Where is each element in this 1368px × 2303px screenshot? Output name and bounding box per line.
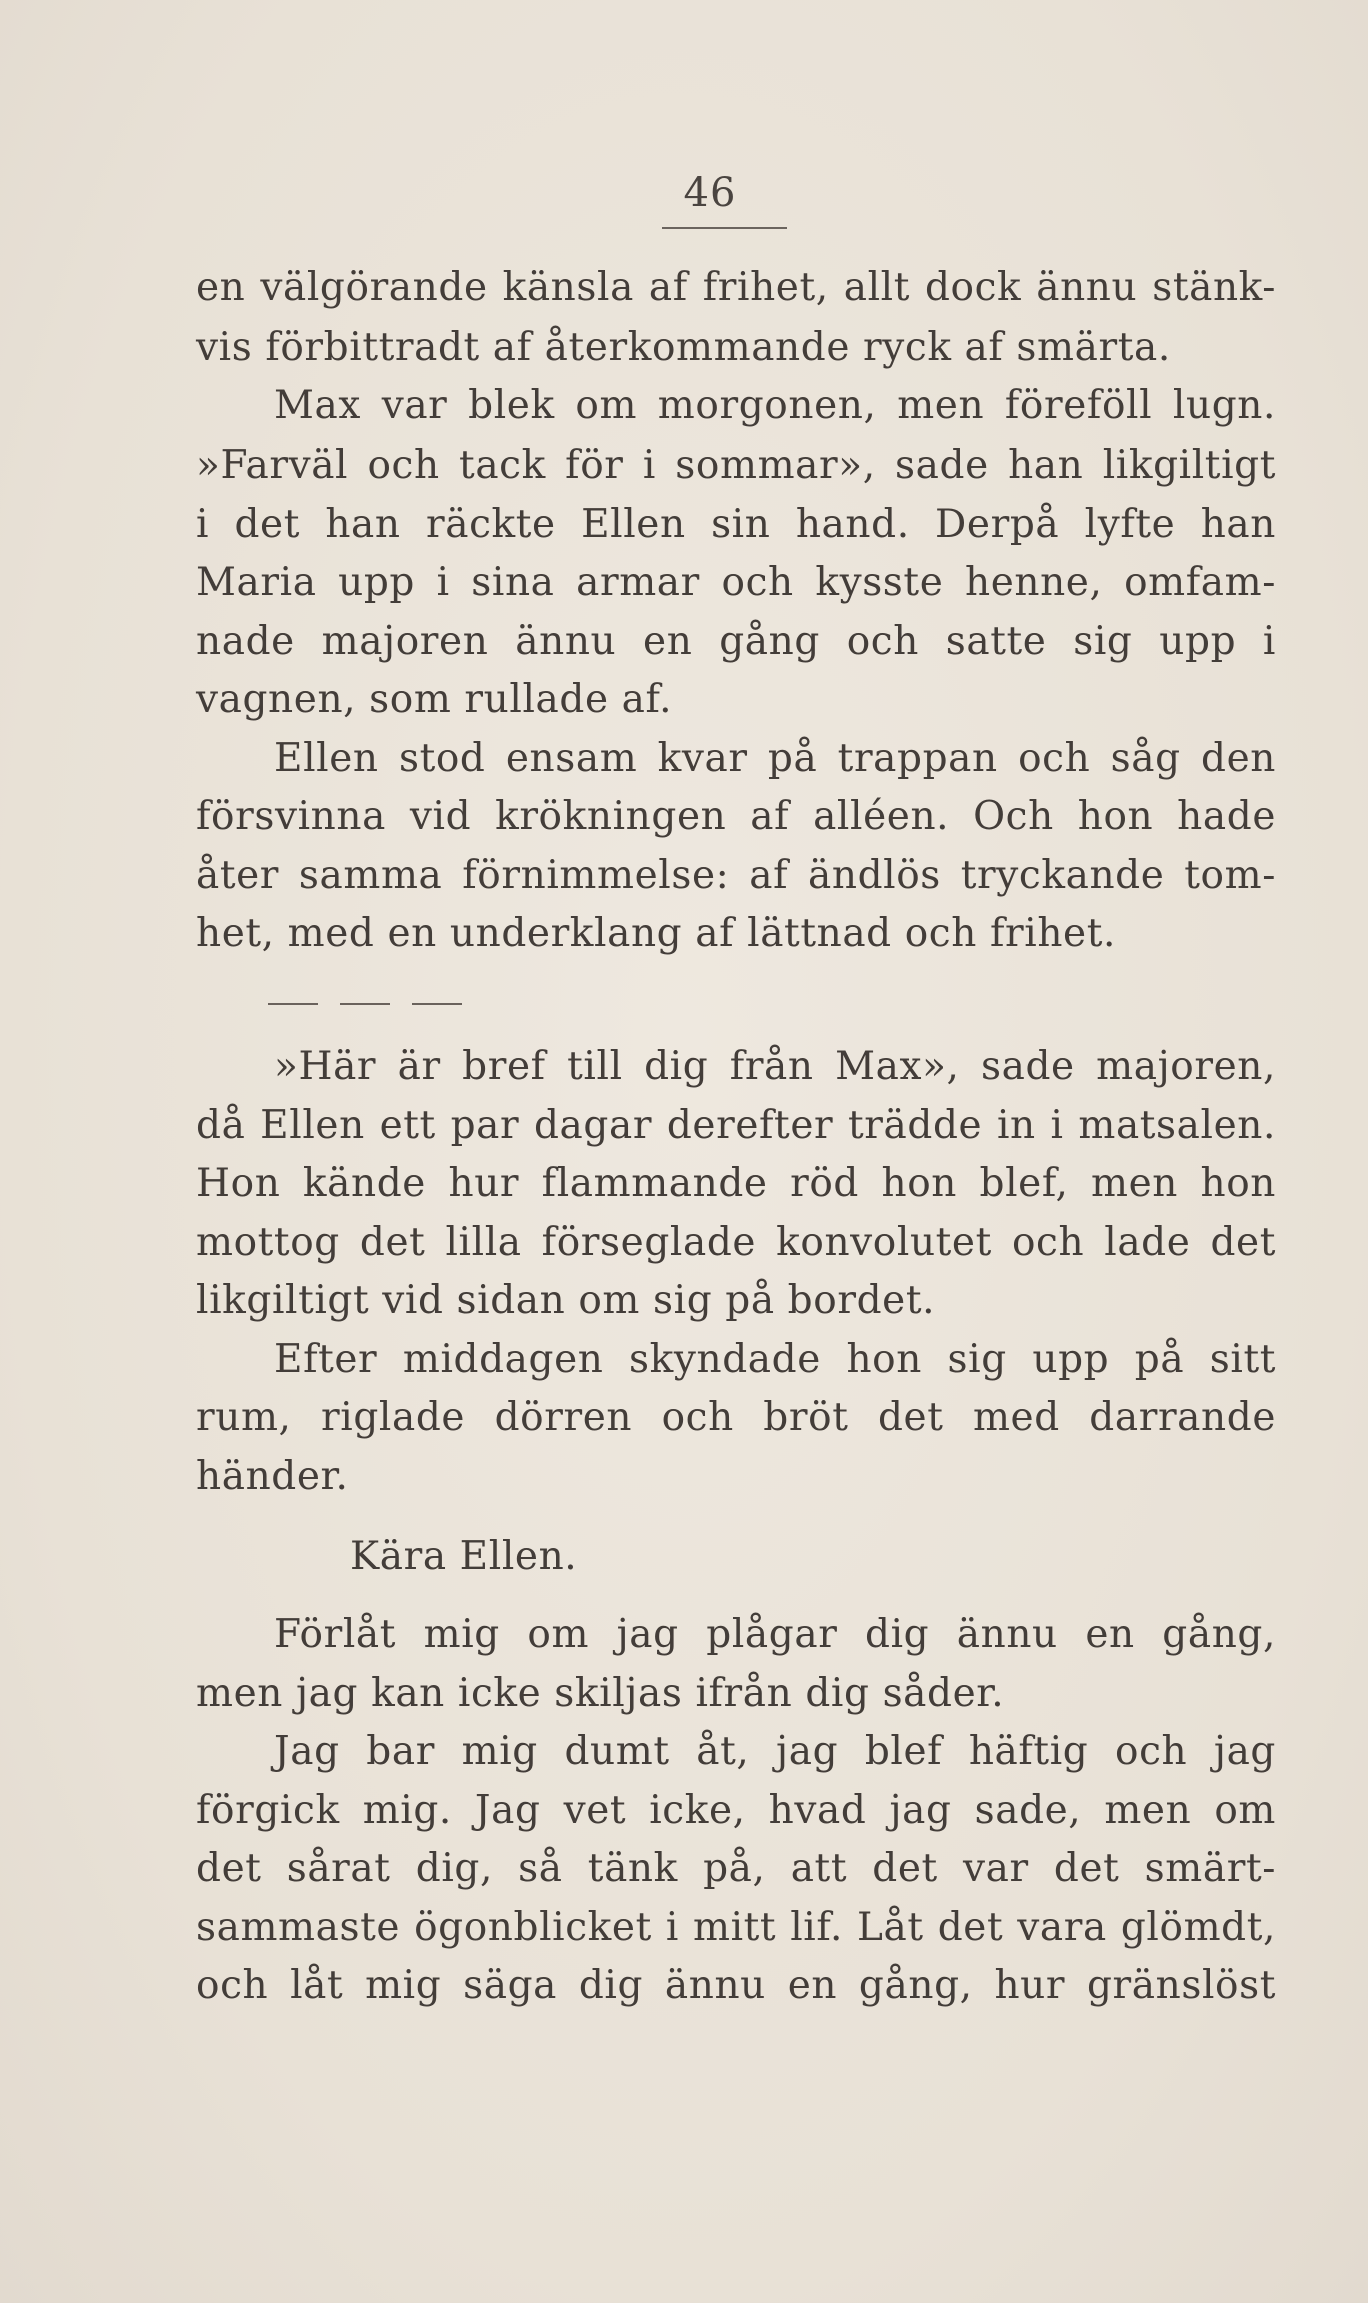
- page-number: 46: [683, 170, 737, 216]
- text-line: Efter middagen skyndade hon sig upp på sitt: [274, 1337, 1276, 1382]
- text-line: Ellen stod ensam kvar på trappan och såg den: [274, 736, 1276, 781]
- text-line: förgick mig. Jag vet icke, hvad jag sade, men om: [196, 1788, 1276, 1833]
- text-line: sammaste ögonblicket i mitt lif. Låt det vara glömdt,: [196, 1905, 1276, 1950]
- text-line: i det han räckte Ellen sin hand. Derpå lyfte han: [196, 502, 1276, 547]
- letter-greeting: Kära Ellen.: [350, 1534, 578, 1579]
- section-dash: [268, 1003, 318, 1005]
- text-line: händer.: [196, 1454, 349, 1499]
- text-line: »Här är bref till dig från Max», sade majoren,: [274, 1044, 1276, 1089]
- text-line: mottog det lilla förseglade konvolutet och lade det: [196, 1220, 1276, 1265]
- section-dash: [412, 1003, 462, 1005]
- text-line: Hon kände hur flammande röd hon blef, men hon: [196, 1161, 1276, 1206]
- text-line: vis förbittradt af återkommande ryck af smärta.: [196, 325, 1171, 370]
- text-line: Förlåt mig om jag plågar dig ännu en gång,: [274, 1612, 1276, 1657]
- text-line: åter samma förnimmelse: af ändlös tryckande tom-: [196, 853, 1276, 898]
- text-line: det sårat dig, så tänk på, att det var det smärt-: [196, 1846, 1276, 1891]
- text-line: men jag kan icke skiljas ifrån dig såder.: [196, 1671, 1005, 1716]
- text-line: Maria upp i sina armar och kysste henne, omfam-: [196, 560, 1276, 605]
- text-line: försvinna vid krökningen af alléen. Och hon hade: [196, 794, 1276, 839]
- text-line: då Ellen ett par dagar derefter trädde in i matsalen.: [196, 1103, 1276, 1148]
- text-line: Jag bar mig dumt åt, jag blef häftig och jag: [274, 1729, 1276, 1774]
- text-line: rum, riglade dörren och bröt det med darrande: [196, 1395, 1276, 1440]
- text-line: en välgörande känsla af frihet, allt dock ännu stänk-: [196, 265, 1276, 310]
- text-line: »Farväl och tack för i sommar», sade han likgiltigt: [196, 443, 1276, 488]
- text-line: och låt mig säga dig ännu en gång, hur gränslöst: [196, 1963, 1276, 2008]
- text-line: Max var blek om morgonen, men föreföll lugn.: [274, 383, 1276, 428]
- section-dash: [340, 1003, 390, 1005]
- text-line: het, med en underklang af lättnad och frihet.: [196, 911, 1116, 956]
- page-number-rule: [662, 227, 787, 229]
- text-line: vagnen, som rullade af.: [196, 677, 673, 722]
- text-line: likgiltigt vid sidan om sig på bordet.: [196, 1278, 936, 1323]
- text-line: nade majoren ännu en gång och satte sig upp i: [196, 619, 1276, 664]
